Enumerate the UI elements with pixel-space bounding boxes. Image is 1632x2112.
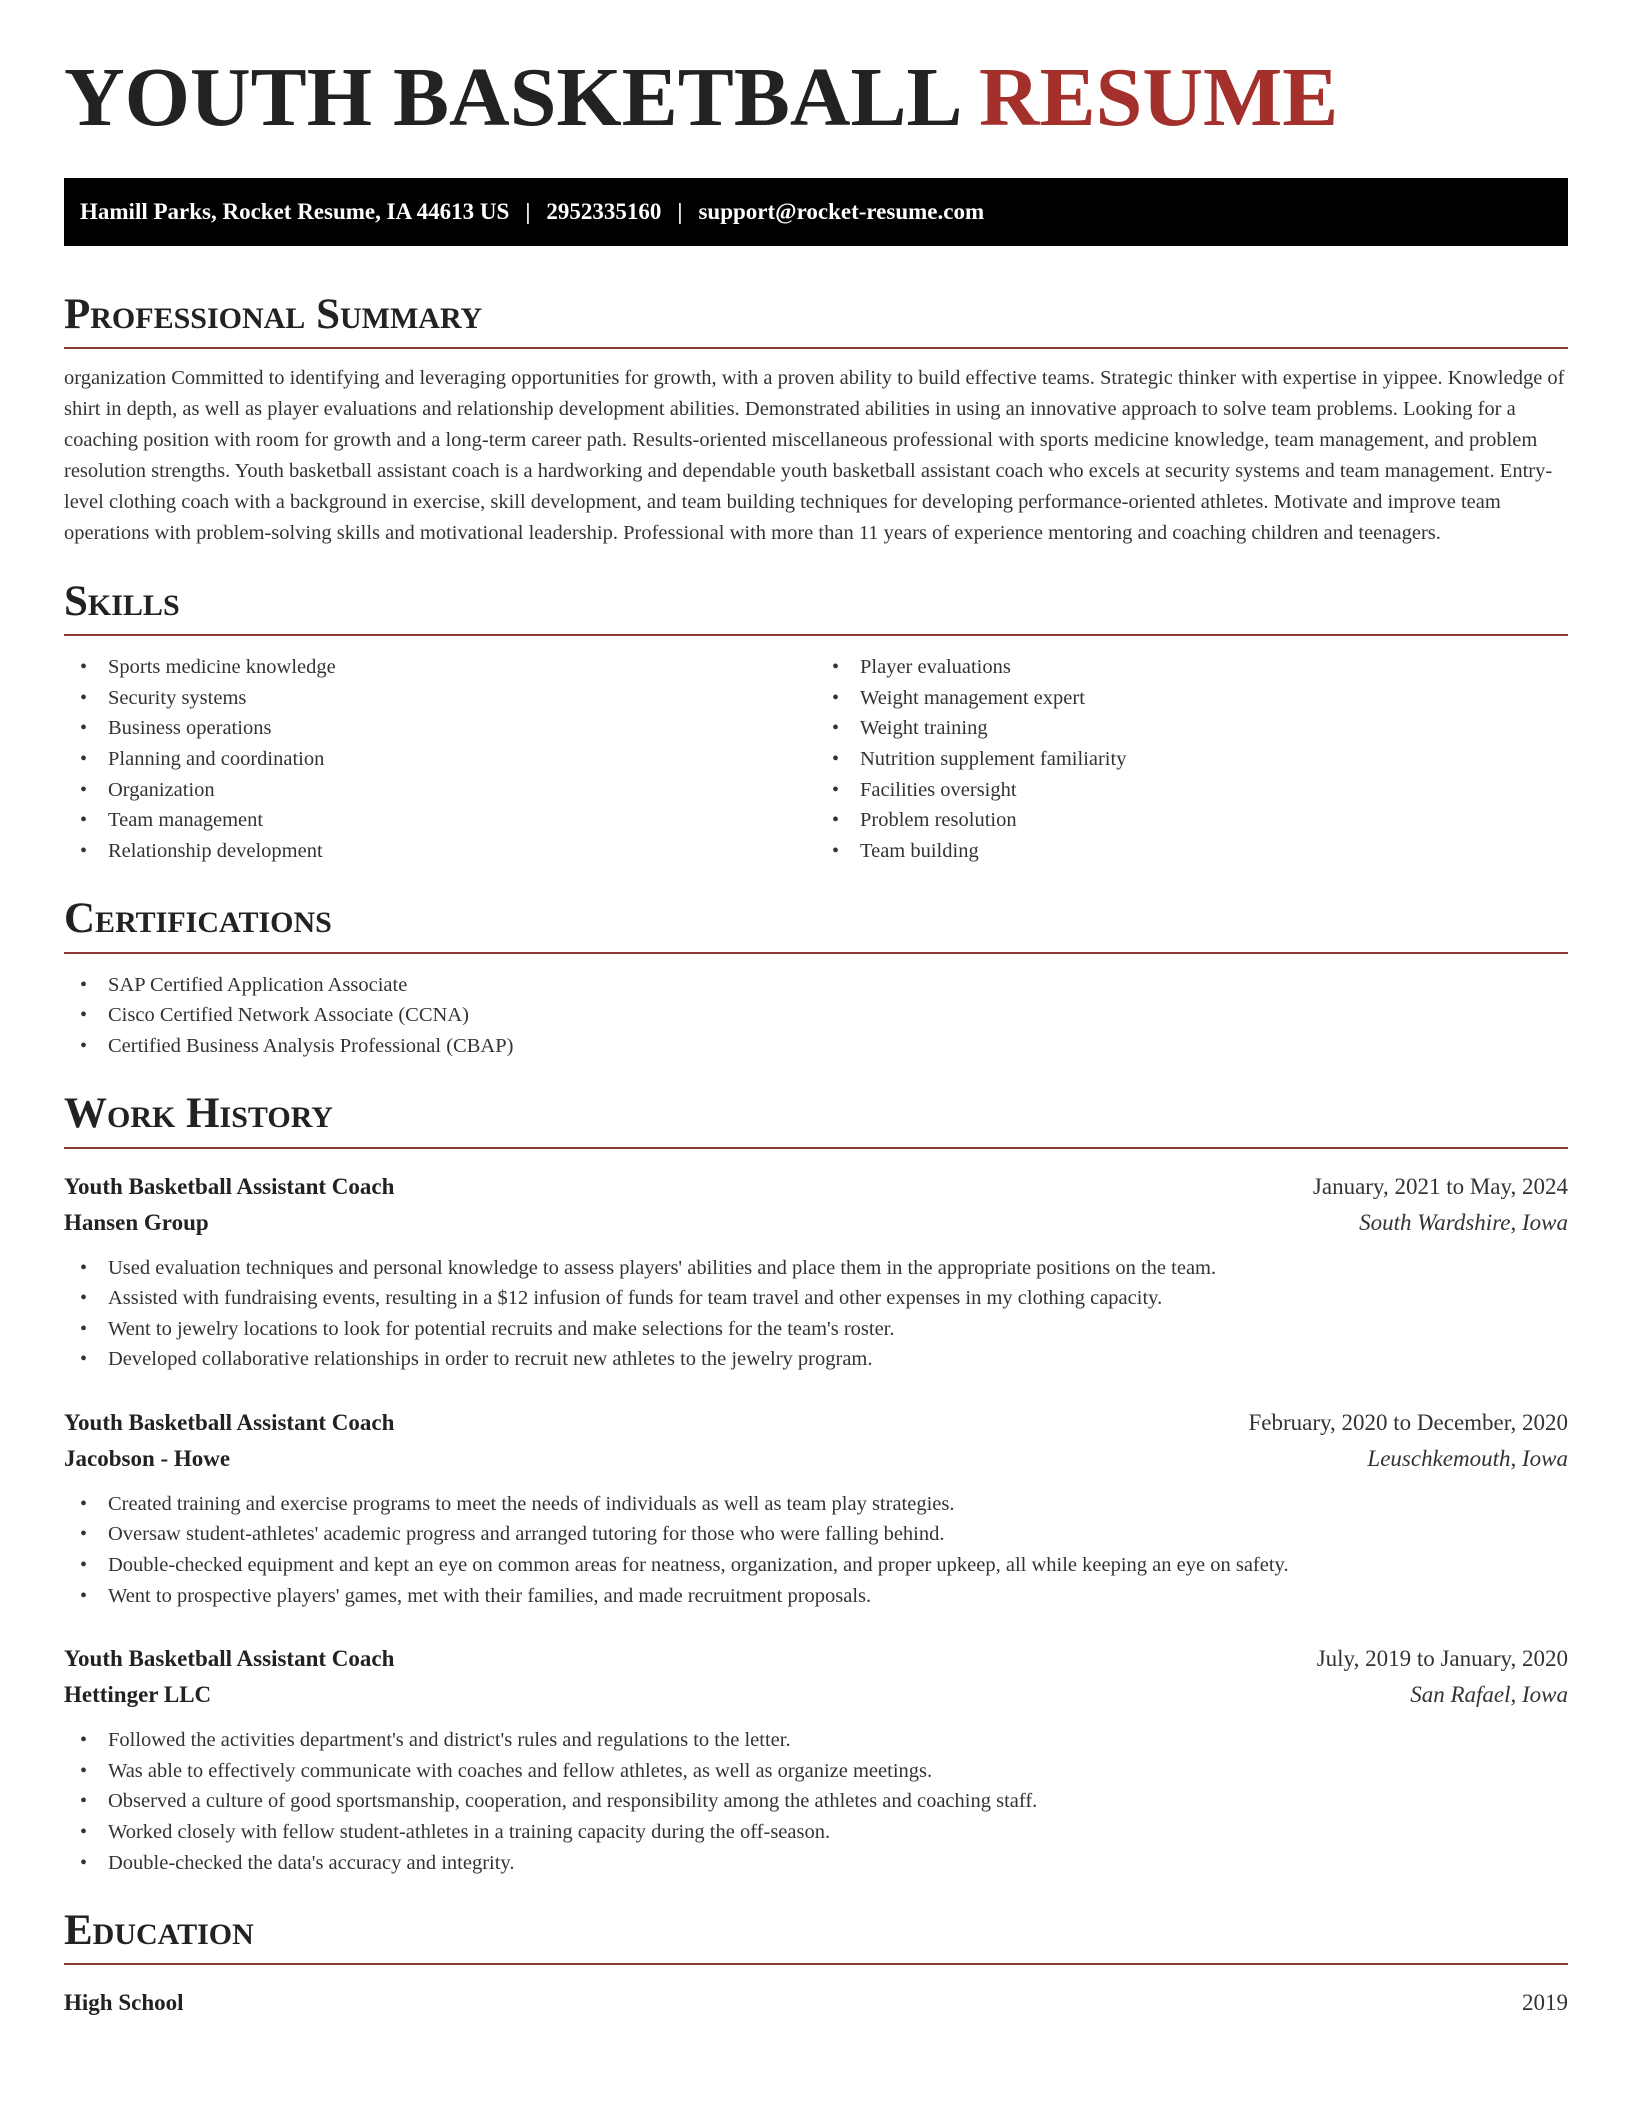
job-company: Hettinger LLC: [64, 1682, 212, 1708]
skill-item: • Security systems: [64, 683, 816, 714]
job-dates: January, 2021 to May, 2024: [1312, 1173, 1568, 1199]
job-bullets: [64, 1253, 1568, 1375]
education-entry: [64, 1985, 1568, 2021]
job-bullet: • Followed the activities department's and district's rules and regulations to the letter.: [64, 1725, 1568, 1756]
title-main: YOUTH BASKETBALL: [64, 51, 958, 144]
skills-list-right: [816, 652, 1568, 866]
skills-section: [64, 579, 1568, 866]
summary-section: [64, 292, 1568, 549]
title-accent: RESUME: [978, 51, 1339, 144]
job-bullet: • Went to jewelry locations to look for potential recruits and make selections for the team's roster.: [64, 1314, 1568, 1345]
contact-separator: |: [525, 199, 531, 224]
skill-item: • Planning and coordination: [64, 744, 816, 775]
job-location: Leuschkemouth, Iowa: [1367, 1445, 1568, 1471]
work-history-heading: Work History: [64, 1091, 1568, 1148]
job-bullet: • Worked closely with fellow student-athletes in a training capacity during the off-season.: [64, 1817, 1568, 1848]
skill-item: • Organization: [64, 775, 816, 806]
skill-item: • Team building: [816, 836, 1568, 867]
job-bullets: [64, 1489, 1568, 1611]
job-bullet: • Went to prospective players' games, met with their families, and made recruitment proposals.: [64, 1581, 1568, 1612]
skill-item: • Team management: [64, 805, 816, 836]
skill-item: • Business operations: [64, 713, 816, 744]
job-dates: February, 2020 to December, 2020: [1248, 1409, 1568, 1435]
job-bullet: • Double-checked the data's accuracy and integrity.: [64, 1848, 1568, 1879]
certification-item: • SAP Certified Application Associate: [64, 970, 1568, 1001]
skill-item: • Nutrition supplement familiarity: [816, 744, 1568, 775]
job-bullet: • Used evaluation techniques and personal knowledge to assess players' abilities and place them in the appropriate positions on the team.: [64, 1253, 1568, 1284]
skills-heading: Skills: [64, 579, 1568, 636]
skill-item: • Sports medicine knowledge: [64, 652, 816, 683]
contact-phone: 2952335160: [546, 199, 662, 224]
skill-item: • Problem resolution: [816, 805, 1568, 836]
job-bullet: • Observed a culture of good sportsmanship, cooperation, and responsibility among the athletes and coaching staff.: [64, 1786, 1568, 1817]
certifications-heading: Certifications: [64, 896, 1568, 953]
certification-item: • Cisco Certified Network Associate (CCNA): [64, 1000, 1568, 1031]
job-entry: [64, 1169, 1568, 1375]
job-dates: July, 2019 to January, 2020: [1316, 1646, 1568, 1672]
job-title: Youth Basketball Assistant Coach: [64, 1646, 395, 1672]
skill-item: • Player evaluations: [816, 652, 1568, 683]
job-bullet: • Created training and exercise programs to meet the needs of individuals as well as team play strategies.: [64, 1489, 1568, 1520]
skill-item: • Relationship development: [64, 836, 816, 867]
certifications-list: [64, 970, 1568, 1062]
job-bullet: • Oversaw student-athletes' academic progress and arranged tutoring for those who were falling behind.: [64, 1519, 1568, 1550]
skills-list-left: [64, 652, 816, 866]
education-year: 2019: [1522, 1990, 1568, 2016]
certifications-section: [64, 896, 1568, 1061]
contact-bar: [64, 178, 1568, 246]
skill-item: • Weight training: [816, 713, 1568, 744]
job-entry: [64, 1405, 1568, 1611]
job-bullet: • Was able to effectively communicate with coaches and fellow athletes, as well as organize meetings.: [64, 1756, 1568, 1787]
contact-separator: |: [677, 199, 683, 224]
skills-grid: [64, 652, 1568, 866]
job-bullet: • Assisted with fundraising events, resulting in a $12 infusion of funds for team travel and other expenses in my clothing capacity.: [64, 1283, 1568, 1314]
job-title: Youth Basketball Assistant Coach: [64, 1173, 395, 1199]
skill-item: • Weight management expert: [816, 683, 1568, 714]
education-section: [64, 1908, 1568, 2021]
resume-title: [64, 0, 1568, 144]
job-bullet: • Double-checked equipment and kept an eye on common areas for neatness, organization, and proper upkeep, all while keeping an eye on safety.: [64, 1550, 1568, 1581]
certification-item: • Certified Business Analysis Professional (CBAP): [64, 1031, 1568, 1062]
job-bullets: [64, 1725, 1568, 1878]
summary-heading: Professional Summary: [64, 292, 1568, 349]
job-company: Jacobson - Howe: [64, 1445, 231, 1471]
job-entry: [64, 1641, 1568, 1878]
work-history-section: [64, 1091, 1568, 1878]
job-location: San Rafael, Iowa: [1410, 1682, 1568, 1708]
contact-email: support@rocket-resume.com: [698, 199, 985, 224]
skill-item: • Facilities oversight: [816, 775, 1568, 806]
job-bullet: • Developed collaborative relationships in order to recruit new athletes to the jewelry program.: [64, 1344, 1568, 1375]
contact-address: Hamill Parks, Rocket Resume, IA 44613 US: [80, 199, 510, 224]
summary-text: organization Committed to identifying and leveraging opportunities for growth, with a proven ability to build effective teams. Strategic thinker with expertise in yippee. Knowledge of shirt in depth, as well as player evaluations and relationship development abilities. Demonstrated abilities in using an innovative approach to solve team problems. Looking for a coaching position with room for growth and a long-term career path. Results-oriented miscellaneous professional with sports medicine knowledge, team management, and problem resolution strengths. Youth basketball assistant coach is a hardworking and dependable youth basketball assistant coach who excels at security systems and team management. Entry-level clothing coach with a background in exercise, skill development, and team building techniques for developing performance-oriented athletes. Motivate and improve team operations with problem-solving skills and motivational leadership. Professional with more than 11 years of experience mentoring and coaching children and teenagers.: [64, 367, 1565, 545]
job-company: Hansen Group: [64, 1209, 209, 1235]
education-heading: Education: [64, 1908, 1568, 1965]
job-location: South Wardshire, Iowa: [1359, 1209, 1568, 1235]
education-degree: High School: [64, 1990, 184, 2016]
job-title: Youth Basketball Assistant Coach: [64, 1409, 395, 1435]
